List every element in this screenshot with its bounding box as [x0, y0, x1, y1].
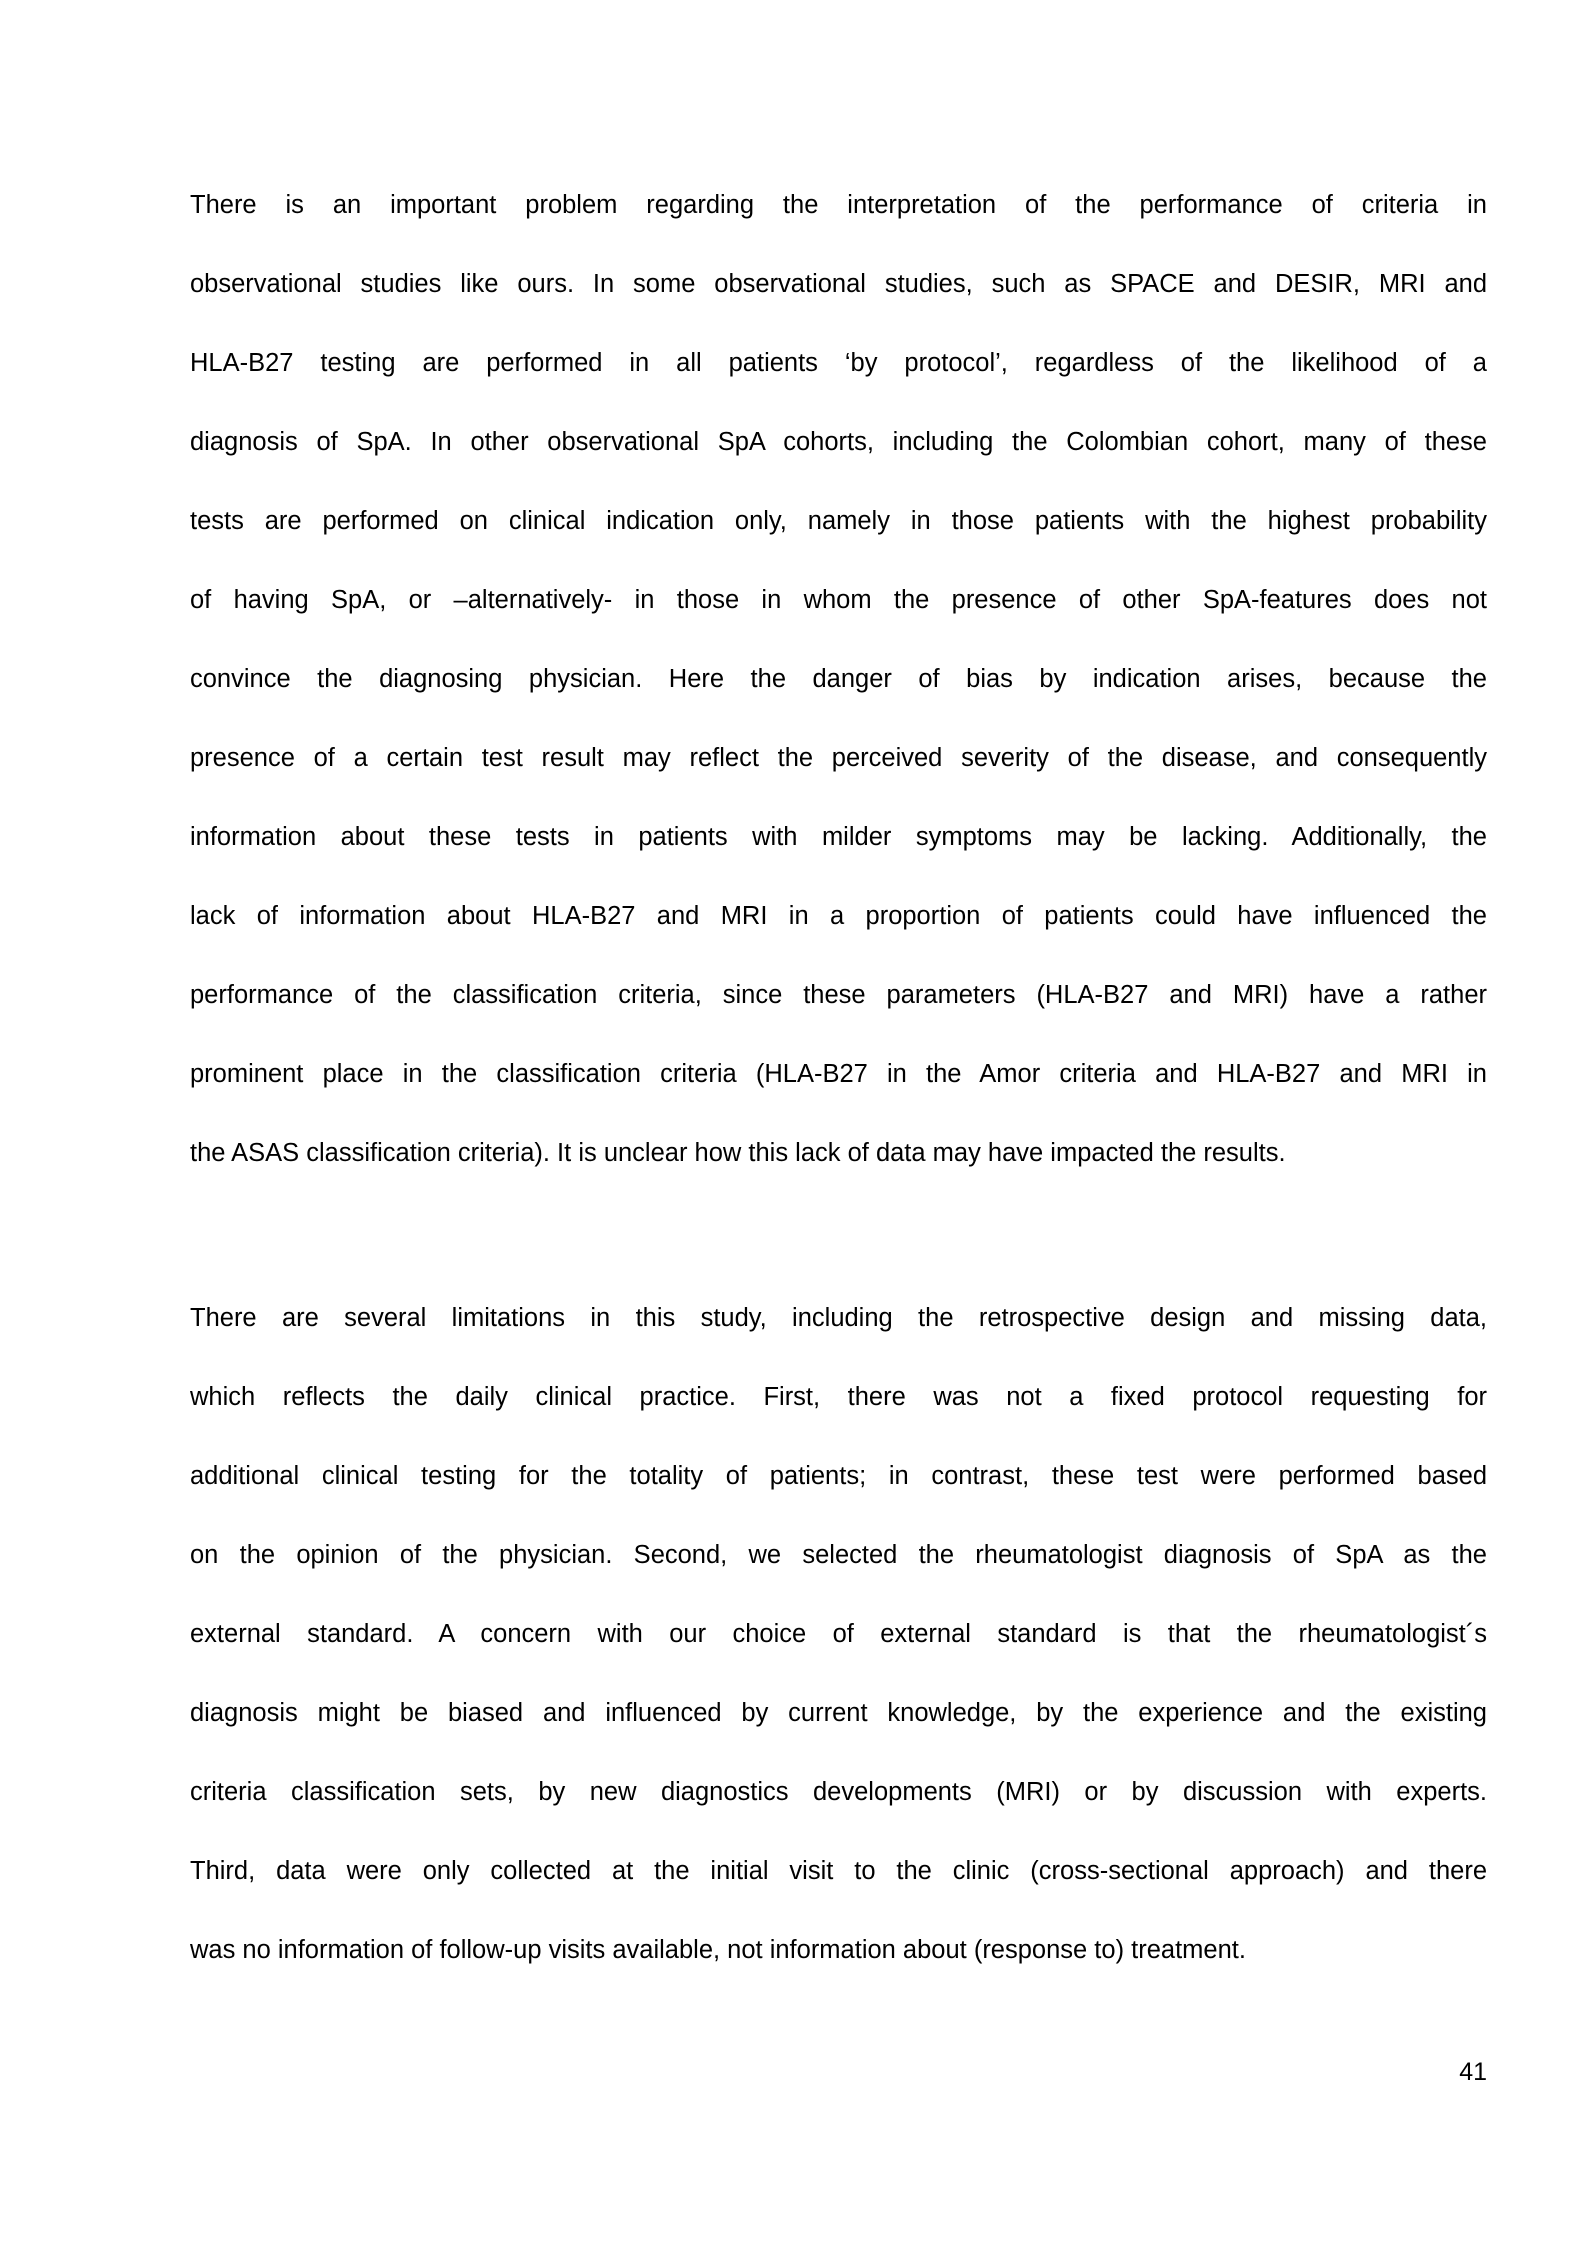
text-line: lack of information about HLA-B27 and MRI in a proportion of patients could have influenced the	[190, 902, 1487, 930]
text-line: Third, data were only collected at the initial visit to the clinic (cross-sectional approach) and there	[190, 1857, 1487, 1885]
text-line: observational studies like ours. In some observational studies, such as SPACE and DESIR, MRI and	[190, 270, 1487, 298]
text-line: of having SpA, or –alternatively- in those in whom the presence of other SpA-features does not	[190, 586, 1487, 614]
text-line: presence of a certain test result may reflect the perceived severity of the disease, and consequently	[190, 744, 1487, 772]
text-line: on the opinion of the physician. Second, we selected the rheumatologist diagnosis of SpA as the	[190, 1541, 1487, 1569]
page-number: 41	[1459, 2058, 1487, 2086]
text-line: diagnosis of SpA. In other observational SpA cohorts, including the Colombian cohort, many of these	[190, 428, 1487, 456]
text-line: There is an important problem regarding the interpretation of the performance of criteria in	[190, 191, 1487, 219]
text-line: HLA-B27 testing are performed in all patients ‘by protocol’, regardless of the likelihood of a	[190, 349, 1487, 377]
text-line: information about these tests in patients with milder symptoms may be lacking. Additionally, the	[190, 823, 1487, 851]
text-line: criteria classification sets, by new diagnostics developments (MRI) or by discussion with experts.	[190, 1778, 1487, 1806]
text-line: which reflects the daily clinical practice. First, there was not a fixed protocol requesting for	[190, 1383, 1487, 1411]
paragraph-limitations	[190, 1279, 1487, 1990]
text-line: diagnosis might be biased and influenced by current knowledge, by the experience and the existing	[190, 1699, 1487, 1727]
text-line: the ASAS classification criteria). It is unclear how this lack of data may have impacted the results.	[190, 1139, 1286, 1167]
text-line: tests are performed on clinical indication only, namely in those patients with the highest probability	[190, 507, 1487, 535]
text-line: performance of the classification criteria, since these parameters (HLA-B27 and MRI) have a rather	[190, 981, 1487, 1009]
text-line: external standard. A concern with our choice of external standard is that the rheumatologist´s	[190, 1620, 1487, 1648]
text-line: prominent place in the classification criteria (HLA-B27 in the Amor criteria and HLA-B27 and MRI in	[190, 1060, 1487, 1088]
text-line: convince the diagnosing physician. Here the danger of bias by indication arises, because the	[190, 665, 1487, 693]
text-line: additional clinical testing for the totality of patients; in contrast, these test were performed based	[190, 1462, 1487, 1490]
paragraph-interpretation-bias	[190, 166, 1487, 1193]
text-line: There are several limitations in this study, including the retrospective design and missing data,	[190, 1304, 1487, 1332]
text-line: was no information of follow-up visits available, not information about (response to) treatment.	[190, 1936, 1246, 1964]
